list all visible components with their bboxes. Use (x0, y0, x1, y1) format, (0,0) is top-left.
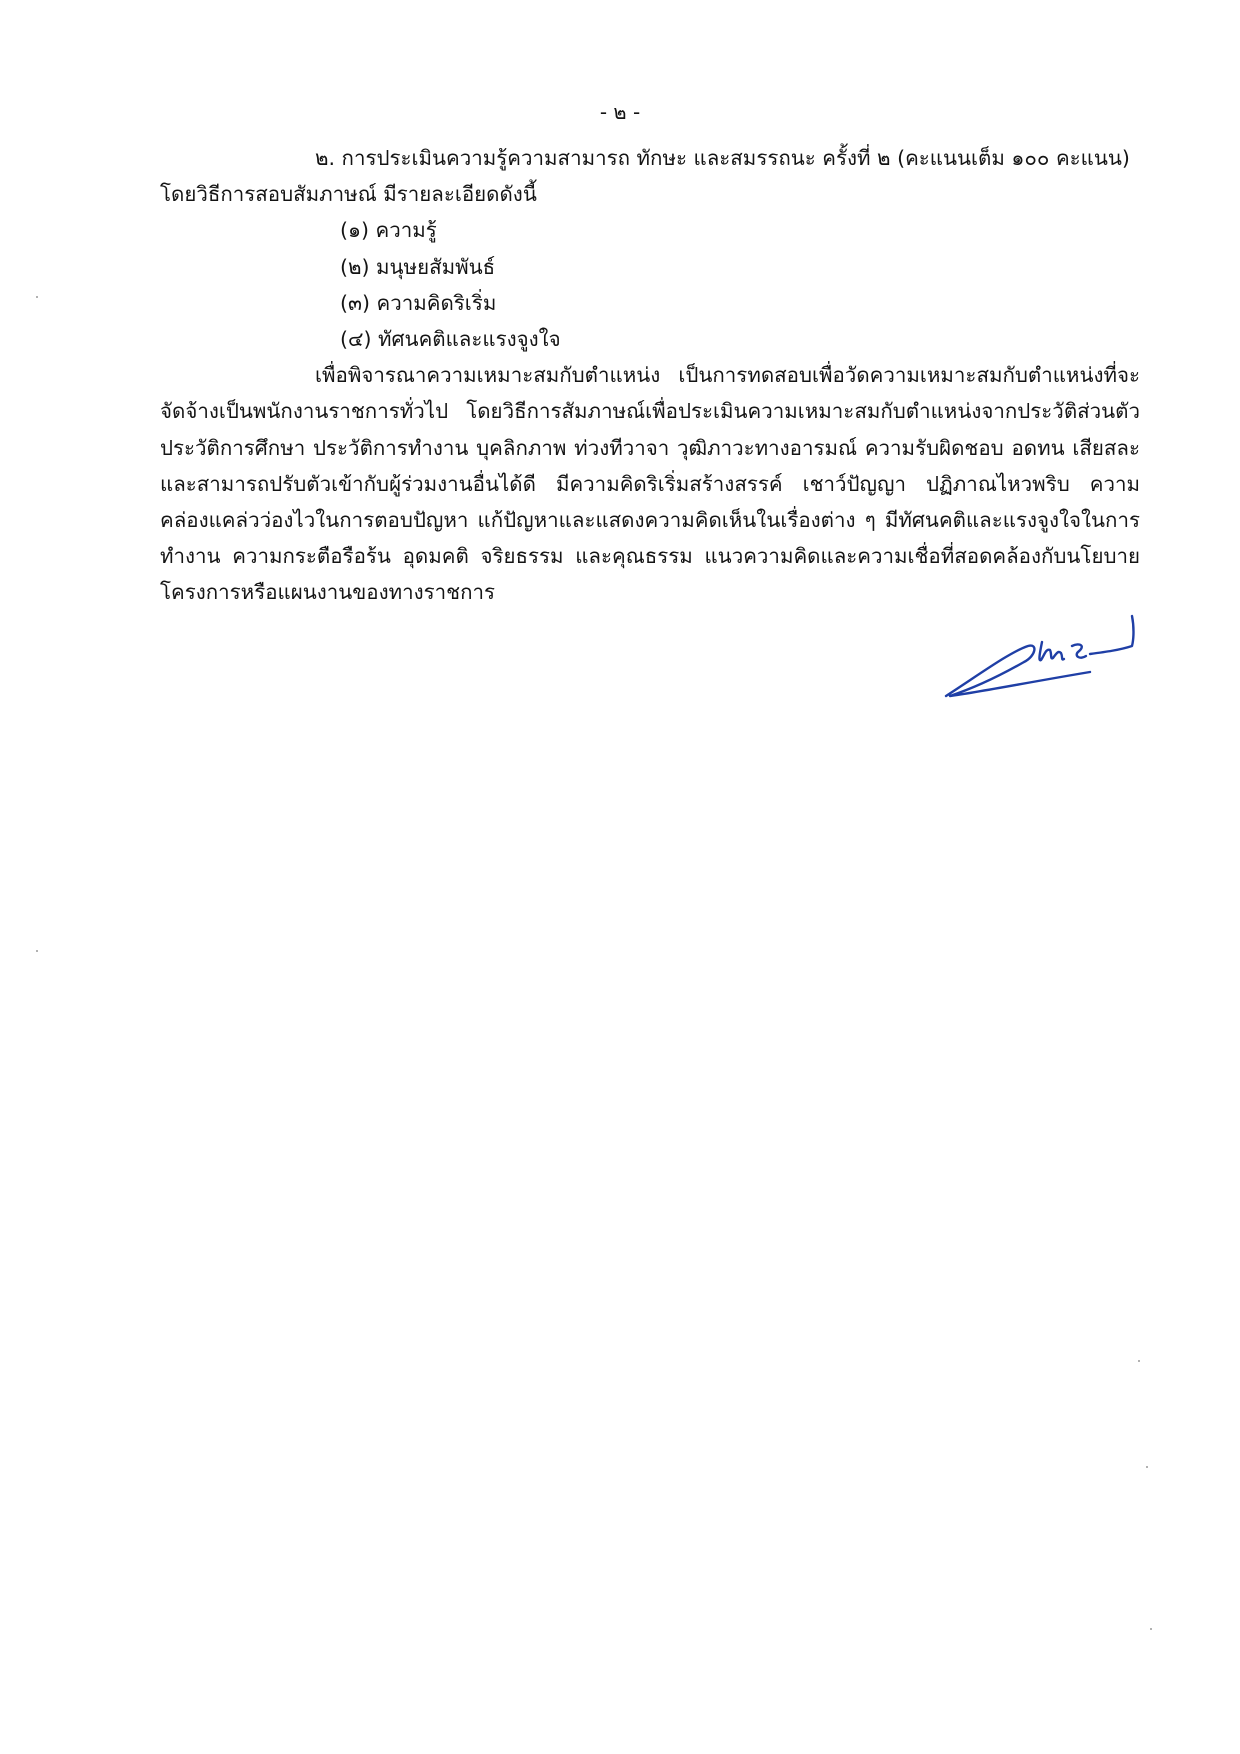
description-paragraph: เพื่อพิจารณาความเหมาะสมกับตำแหน่ง เป็นการทดสอบเพื่อวัดความเหมาะสมกับตำแหน่งที่จะจัดจ้างเป็นพนักงานราชการทั่วไป โดยวิธีการสัมภาษณ์เพื่อประเมินความเหมาะสมกับตำแหน่งจากประวัติส่วนตัว ประวัติการศึกษา ประวัติการทำงาน บุคลิกภาพ ท่วงทีวาจา วุฒิภาวะทางอารมณ์ ความรับผิดชอบ อดทน เสียสละ และสามารถปรับตัวเข้ากับผู้ร่วมงานอื่นได้ดี มีความคิดริเริ่มสร้างสรรค์ เชาว์ปัญญา ปฏิภาณไหวพริบ ความคล่องแคล่วว่องไวในการตอบปัญหา แก้ปัญหาและแสดงความคิดเห็นในเรื่องต่าง ๆ มีทัศนคติและแรงจูงใจในการทำงาน ความกระตือรือร้น อุดมคติ จริยธรรม และคุณธรรม แนวความคิดและความเชื่อที่สอดคล้องกับนโยบาย โครงการหรือแผนงานของทางราชการ (160, 363, 1140, 605)
scan-speck (1146, 1466, 1148, 1468)
scan-speck (1138, 1360, 1140, 1362)
criteria-item: (๒) มนุษยสัมพันธ์ (340, 254, 496, 279)
scan-speck (1150, 1628, 1152, 1630)
criteria-list (160, 212, 1140, 357)
criteria-item: (๔) ทัศนคติและแรงจูงใจ (340, 327, 561, 352)
scan-speck (36, 950, 38, 952)
scan-speck (36, 296, 38, 298)
handwritten-signature (940, 612, 1140, 702)
criteria-item: (๑) ความรู้ (340, 218, 437, 243)
criteria-item: (๓) ความคิดริเริ่ม (340, 290, 497, 315)
page-number: - ๒ - (599, 100, 641, 124)
document-body (160, 140, 1140, 611)
section-heading-continued: โดยวิธีการสอบสัมภาษณ์ มีรายละเอียดดังนี้ (160, 182, 537, 207)
section-heading: ๒. การประเมินความรู้ความสามารถ ทักษะ และสมรรถนะ ครั้งที่ ๒ (คะแนนเต็ม ๑๐๐ คะแนน) (315, 146, 1130, 170)
